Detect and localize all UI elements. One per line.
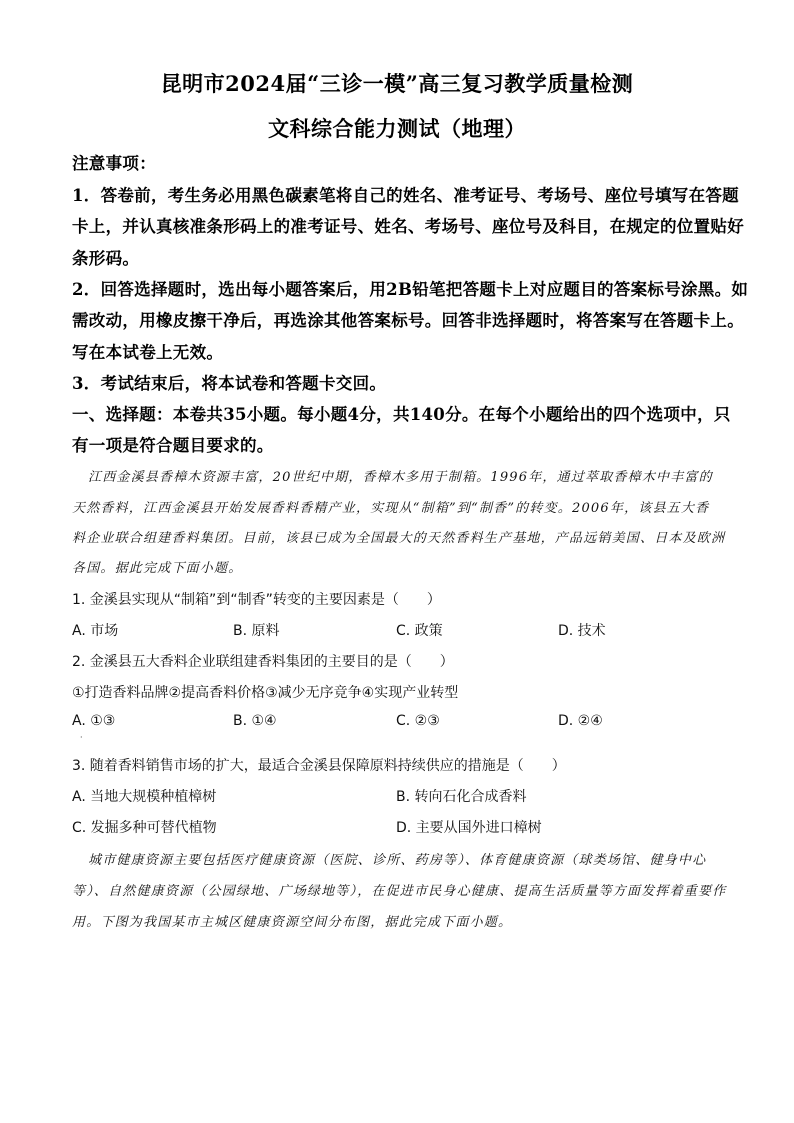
question-2-option-b: B. ①④ <box>233 713 277 729</box>
question-2-option-a: A. ①③ <box>72 713 116 729</box>
question-2-option-d: D. ②④ <box>558 713 603 729</box>
section-heading-line-2: 有一项是符合题目要求的。 <box>72 436 274 455</box>
notice-item-2-line-3: 写在本试卷上无效。 <box>72 343 224 362</box>
passage-2-line-3: 用。下图为我国某市主城区健康资源空间分布图，据此完成下面小题。 <box>72 915 513 930</box>
stray-mark: · <box>80 733 83 742</box>
passage-1-line-4: 各国。据此完成下面小题。 <box>72 561 243 576</box>
question-1-option-a: A. 市场 <box>72 623 119 639</box>
question-1-option-c: C. 政策 <box>396 623 443 639</box>
question-3-option-b: B. 转向石化合成香料 <box>396 789 527 805</box>
passage-2-line-2: 等）、自然健康资源（公园绿地、广场绿地等），在促进市民身心健康、提高生活质量等方面发挥着重要作 <box>72 884 727 899</box>
question-3-option-c: C. 发掘多种可替代植物 <box>72 820 217 836</box>
notice-item-2-line-1: 2．回答选择题时，选出每小题答案后，用2B铅笔把答题卡上对应题目的答案标号涂黑。如 <box>72 280 749 299</box>
notice-item-1-line-2: 卡上，并认真核准条形码上的准考证号、姓名、考场号、座位号及科目，在规定的位置贴好 <box>72 217 744 236</box>
passage-2-line-1: 城市健康资源主要包括医疗健康资源（医院、诊所、药房等）、体育健康资源（球类场馆、健身中心 <box>88 853 707 868</box>
notice-item-1-line-1: 1．答卷前，考生务必用黑色碳素笔将自己的姓名、准考证号、考场号、座位号填写在答题 <box>72 186 739 205</box>
notice-heading: 注意事项： <box>72 154 156 173</box>
notice-item-3: 3．考试结束后，将本试卷和答题卡交回。 <box>72 374 387 393</box>
question-2-choices: ①打造香料品牌②提高香料价格③减少无序竞争④实现产业转型 <box>72 685 459 701</box>
question-3-stem: 3. 随着香料销售市场的扩大，最适合金溪县保障原料持续供应的措施是（ ） <box>72 758 566 774</box>
passage-1-line-2: 天然香料，江西金溪县开始发展香料香精产业，实现从“制箱”到“制香”的转变。2006年，该县五大香 <box>72 501 710 516</box>
notice-item-1-line-3: 条形码。 <box>72 249 140 268</box>
question-1-stem: 1. 金溪县实现从“制箱”到“制香”转变的主要因素是（ ） <box>72 592 441 608</box>
question-3-option-d: D. 主要从国外进口樟树 <box>396 820 542 836</box>
question-1-option-d: D. 技术 <box>558 623 606 639</box>
question-1-option-b: B. 原料 <box>233 623 280 639</box>
passage-1-line-3: 料企业联合组建香料集团。目前，该县已成为全国最大的天然香料生产基地，产品远销美国、日本及欧洲 <box>72 531 726 546</box>
exam-subtitle: 文科综合能力测试（地理） <box>268 116 526 141</box>
notice-item-2-line-2: 需改动，用橡皮擦干净后，再选涂其他答案标号。回答非选择题时，将答案写在答题卡上。 <box>72 311 744 330</box>
question-2-stem: 2. 金溪县五大香料企业联组建香料集团的主要目的是（ ） <box>72 654 454 670</box>
question-3-option-a: A. 当地大规模种植樟树 <box>72 789 217 805</box>
section-heading-line-1: 一、选择题：本卷共35小题。每小题4分，共140分。在每个小题给出的四个选项中，只 <box>72 405 731 424</box>
passage-1-line-1: 江西金溪县香樟木资源丰富，20世纪中期，香樟木多用于制箱。1996年，通过萃取香樟木中丰富的 <box>88 470 713 485</box>
question-2-option-c: C. ②③ <box>396 713 440 729</box>
exam-title: 昆明市2024届“三诊一模”高三复习教学质量检测 <box>160 71 634 96</box>
